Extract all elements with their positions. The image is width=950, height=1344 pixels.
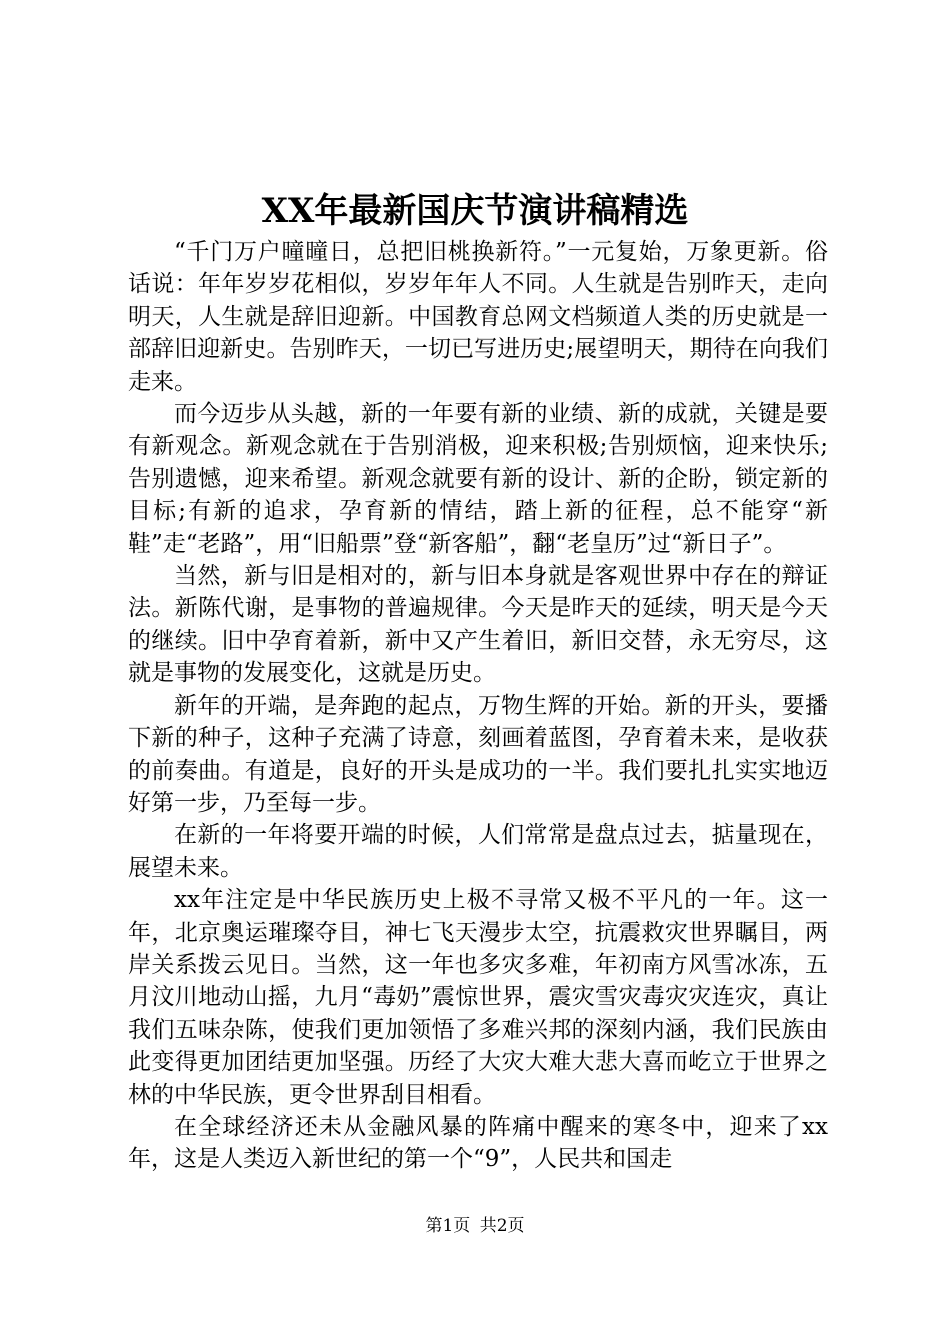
paragraph-5: 在新的一年将要开端的时候，人们常常是盘点过去，掂量现在，展望未来。 <box>128 822 828 881</box>
page-total: 共2页 <box>479 1216 525 1236</box>
paragraph-2: 而今迈步从头越，新的一年要有新的业绩、新的成就，关键是要有新观念。新观念就在于告别消极，迎来积极;告别烦恼，迎来快乐;告别遗憾，迎来希望。新观念就要有新的设计、新的企盼，锁定新的目标;有新的追求，孕育新的情结，踏上新的征程，总不能穿“新鞋”走“老路”，用“旧船票”登“新客船”，翻“老皇历”过“新日子”。 <box>128 401 828 557</box>
paragraph-1: “千门万户曈曈日，总把旧桃换新符。”一元复始，万象更新。俗话说：年年岁岁花相似，岁岁年年人不同。人生就是告别昨天，走向明天，人生就是辞旧迎新。中国教育总网文档频道人类的历史就是一部辞旧迎新史。告别昨天，一切已写进历史;展望明天，期待在向我们走来。 <box>128 239 828 395</box>
document-body <box>128 236 828 1176</box>
page-number: 第1页 <box>425 1216 471 1236</box>
paragraph-3: 当然，新与旧是相对的，新与旧本身就是客观世界中存在的辩证法。新陈代谢，是事物的普遍规律。今天是昨天的延续，明天是今天的继续。旧中孕育着新，新中又产生着旧，新旧交替，永无穷尽，这就是事物的发展变化，这就是历史。 <box>128 563 828 687</box>
paragraph-6: xx年注定是中华民族历史上极不寻常又极不平凡的一年。这一年，北京奥运璀璨夺目，神七飞天漫步太空，抗震救灾世界瞩目，两岸关系拨云见日。当然，这一年也多灾多难，年初南方风雪冰冻，五月汶川地动山摇，九月“毒奶”震惊世界，震灾雪灾毒灾灾连灾，真让我们五味杂陈，使我们更加领悟了多难兴邦的深刻内涵，我们民族由此变得更加团结更加坚强。历经了大灾大难大悲大喜而屹立于世界之林的中华民族，更令世界刮目相看。 <box>128 887 828 1108</box>
paragraph-7: 在全球经济还未从金融风暴的阵痛中醒来的寒冬中，迎来了xx年，这是人类迈入新世纪的第一个“9”，人民共和国走 <box>128 1113 828 1173</box>
paragraph-4: 新年的开端，是奔跑的起点，万物生辉的开始。新的开头，要播下新的种子，这种子充满了诗意，刻画着蓝图，孕育着未来，是收获的前奏曲。有道是，良好的开头是成功的一半。我们要扎扎实实地迈好第一步，乃至每一步。 <box>128 692 828 816</box>
page-footer <box>0 1214 950 1238</box>
document-title: XX年最新国庆节演讲稿精选 <box>261 191 689 231</box>
